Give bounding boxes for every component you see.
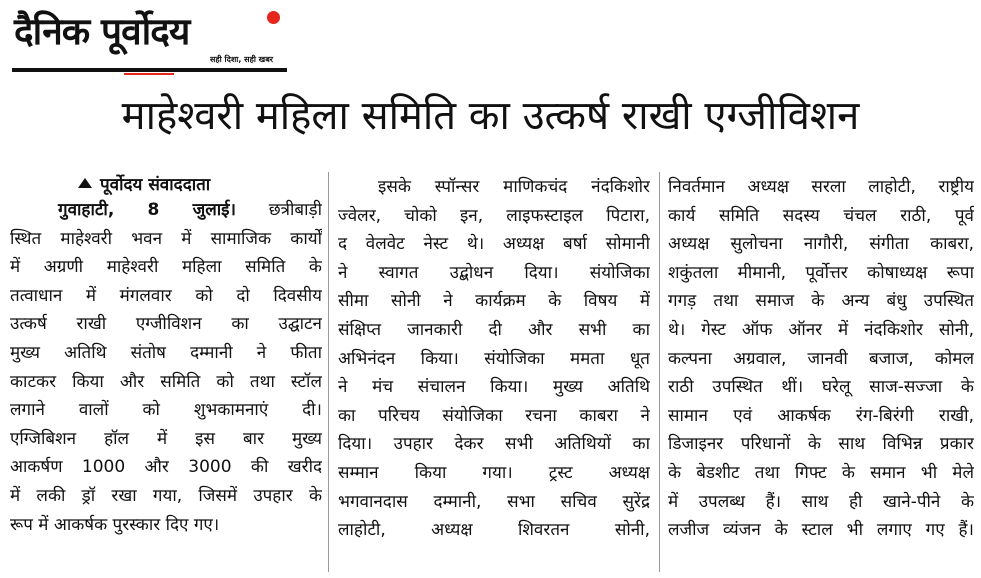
article-line: सम्मान किया गया। ट्रस्ट अध्यक्ष xyxy=(338,462,650,483)
article-line: अध्यक्ष सुलोचना नागौरी, संगीता काबरा, xyxy=(668,234,974,255)
article-line: ज्वेलर, चोको इन, लाइफस्टाइल पिटारा, xyxy=(338,205,650,226)
byline-text: पूर्वोदय संवाददाता xyxy=(100,175,211,195)
article-line: दिया। उपहार देकर सभी अतिथियों का xyxy=(338,434,650,455)
article-line xyxy=(10,196,322,225)
article-line: का परिचय संयोजिका रचना काबरा ने xyxy=(338,405,650,426)
article-line: ने मंच संचालन किया। मुख्य अतिथि xyxy=(338,377,650,398)
article-line: ने स्वागत उद्बोधन दिया। संयोजिका xyxy=(338,262,650,283)
byline xyxy=(78,172,210,195)
article-line: शकुंतला मीमानी, पूर्वोत्तर कोषाध्यक्ष रूपा xyxy=(668,262,974,283)
article-text: छत्रीबाड़ी xyxy=(268,200,322,220)
article-line: लगाने वालों को शुभकामनाएं दी। xyxy=(10,400,322,421)
article-line: डिजाइनर परिधानों के साथ विभिन्न प्रकार xyxy=(668,434,974,455)
article-column-1 xyxy=(10,196,322,539)
article-line: भगवानदास दम्मानी, सभा सचिव सुरेंद्र xyxy=(338,491,650,512)
article-line: सीमा सोनी ने कार्यक्रम के विषय में xyxy=(338,291,650,312)
masthead-accent-rule xyxy=(124,73,174,75)
article-line: के बेडशीट तथा गिफ्ट के समान भी मेले xyxy=(668,462,974,483)
article-line: उत्कर्ष राखी एग्जीविशन का उद्घाटन xyxy=(10,314,322,335)
article-line: लजीज व्यंजन के स्टाल भी लगाए गए हैं। xyxy=(668,520,974,541)
article-line: एग्जिबिशन हॉल में इस बार मुख्य xyxy=(10,428,322,449)
article-line: इसके स्पॉन्सर माणिकचंद नंदकिशोर xyxy=(378,177,650,197)
triangle-icon xyxy=(78,178,92,188)
article-line: मुख्य अतिथि संतोष दम्मानी ने फीता xyxy=(10,342,322,363)
article-line: लाहोटी, अध्यक्ष शिवरतन सोनी, xyxy=(338,520,650,541)
article-line: में लकी ड्रॉ रखा गया, जिसमें उपहार के xyxy=(10,485,322,506)
logo-sun-icon xyxy=(267,11,280,24)
column-divider xyxy=(659,172,660,572)
article-line: आकर्षण 1000 और 3000 की खरीद xyxy=(10,457,322,478)
article-line: गगड़ तथा समाज के अन्य बंधु उपस्थित xyxy=(668,291,974,312)
article-line: रूप में आकर्षक पुरस्कार दिए गए। xyxy=(10,514,220,535)
masthead xyxy=(12,4,287,74)
column-divider xyxy=(328,172,329,572)
tagline: सही दिशा, सही खबर xyxy=(210,55,274,64)
article-line: अभिनंदन किया। संयोजिका ममता धूत xyxy=(338,348,650,369)
article-line: सामान एवं आकर्षक रंग-बिरंगी राखी, xyxy=(668,405,974,426)
article-line: कल्पना अग्रवाल, जानवी बजाज, कोमल xyxy=(668,348,974,369)
article-line: निवर्तमान अध्यक्ष सरला लाहोटी, राष्ट्रीय xyxy=(668,177,974,197)
headline: माहेश्वरी महिला समिति का उत्कर्ष राखी एग्जीविशन xyxy=(121,93,860,139)
article-line: तत्वाधान में मंगलवार को दो दिवसीय xyxy=(10,285,322,306)
article-line: द वेलवेट नेस्ट थे। अध्यक्ष बर्षा सोमानी xyxy=(338,234,650,255)
article-column-3 xyxy=(668,173,974,545)
article-line: राठी उपस्थित थीं। घरेलू साज-सज्जा के xyxy=(668,377,974,398)
dateline: गुवाहाटी, 8 जुलाई। xyxy=(58,200,236,220)
article-line: में अग्रणी माहेश्वरी महिला समिति के xyxy=(10,257,322,278)
article-line: कार्य समिति सदस्य चंचल राठी, पूर्व xyxy=(668,205,974,226)
article-line: काटकर किया और समिति को तथा स्टॉल xyxy=(10,371,322,392)
masthead-rule xyxy=(12,68,287,72)
article-line: थे। गेस्ट ऑफ ऑनर में नंदकिशोर सोनी, xyxy=(668,319,974,340)
newspaper-logo: दैनिक पूर्वोदय xyxy=(14,10,190,53)
article-column-2 xyxy=(338,173,650,545)
article-line: स्थित माहेश्वरी भवन में सामाजिक कार्यों xyxy=(10,228,322,249)
article-line: संक्षिप्त जानकारी दी और सभी का xyxy=(338,319,650,340)
article-line: में उपलब्ध हैं। साथ ही खाने-पीने के xyxy=(668,491,974,512)
